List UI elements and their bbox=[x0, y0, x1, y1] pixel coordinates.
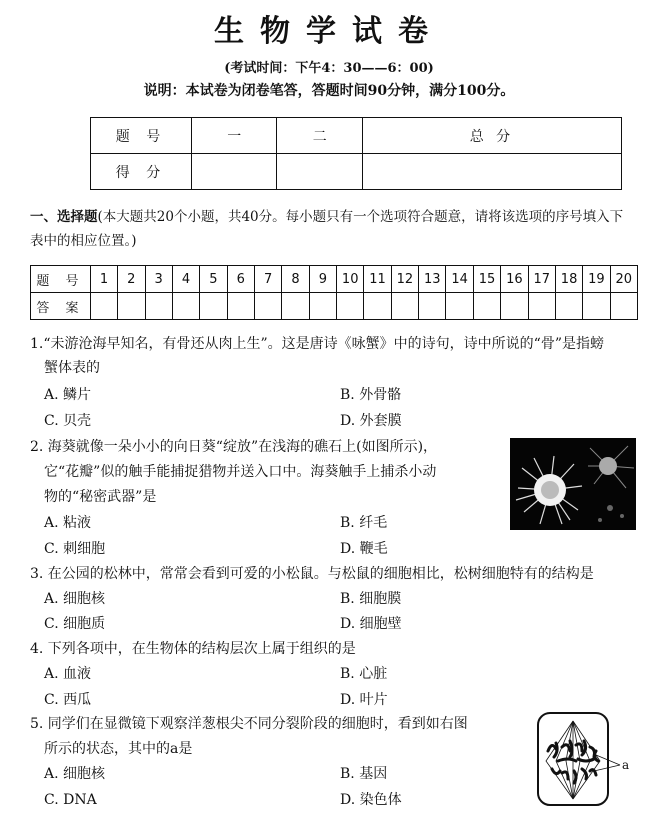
answer-cell-10[interactable] bbox=[337, 293, 364, 320]
fig-label-a: a bbox=[622, 758, 630, 772]
answer-number-2: 2 bbox=[118, 266, 145, 293]
score-header-part2: 二 bbox=[277, 118, 362, 154]
answer-number-16: 16 bbox=[501, 266, 528, 293]
q3-line1: 3. 在公园的松林中，常常会看到可爱的小松鼠。与松鼠的细胞相比，松树细胞特有的结构是 bbox=[30, 566, 594, 582]
q5-option-c: C. DNA bbox=[44, 792, 97, 808]
score-cell-part1[interactable] bbox=[192, 154, 277, 190]
answer-number-7: 7 bbox=[254, 266, 281, 293]
answer-number-9: 9 bbox=[309, 266, 336, 293]
answer-number-15: 15 bbox=[473, 266, 500, 293]
q1-option-b: B. 外骨骼 bbox=[340, 387, 402, 403]
answer-cell-9[interactable] bbox=[309, 293, 336, 320]
score-row-label: 得 分 bbox=[91, 154, 192, 190]
q5-option-b: B. 基因 bbox=[340, 766, 388, 782]
answer-cell-8[interactable] bbox=[282, 293, 309, 320]
q5-line1: 5. 同学们在显微镜下观察洋葱根尖不同分裂阶段的细胞时，看到如右图 bbox=[30, 716, 468, 732]
answer-cell-4[interactable] bbox=[172, 293, 199, 320]
score-header-part1: 一 bbox=[192, 118, 277, 154]
q4-line1: 4. 下列各项中，在生物体的结构层次上属于组织的是 bbox=[30, 641, 356, 657]
answer-cell-15[interactable] bbox=[473, 293, 500, 320]
answer-number-14: 14 bbox=[446, 266, 473, 293]
answer-cell-1[interactable] bbox=[90, 293, 117, 320]
q5-option-a: A. 细胞核 bbox=[44, 766, 106, 782]
q2-line3: 物的“秘密武器”是 bbox=[44, 489, 157, 505]
q4-option-d: D. 叶片 bbox=[340, 692, 388, 708]
section1-heading: 一、选择题 bbox=[30, 209, 98, 225]
q1-option-c: C. 贝壳 bbox=[44, 413, 92, 429]
answer-number-17: 17 bbox=[528, 266, 555, 293]
answer-cell-18[interactable] bbox=[555, 293, 582, 320]
answer-number-1: 1 bbox=[90, 266, 117, 293]
q3-option-c: C. 细胞质 bbox=[44, 616, 106, 632]
answer-number-20: 20 bbox=[610, 266, 637, 293]
dividing-cell-diagram bbox=[536, 711, 630, 807]
q1-line2: 蟹体表的 bbox=[44, 360, 100, 376]
q5-option-d: D. 染色体 bbox=[340, 792, 402, 808]
answer-number-3: 3 bbox=[145, 266, 172, 293]
answer-number-12: 12 bbox=[391, 266, 418, 293]
sea-anemone-photo bbox=[510, 438, 636, 530]
q2-option-a: A. 粘液 bbox=[44, 515, 92, 531]
q1-option-a: A. 鳞片 bbox=[44, 387, 92, 403]
answer-row-label: 答 案 bbox=[31, 293, 91, 320]
section1-desc: (本大题共20个小题，共40分。每小题只有一个选项符合题意，请将该选项的序号填入下表中的相应位置。) bbox=[30, 209, 624, 249]
answer-cell-11[interactable] bbox=[364, 293, 391, 320]
q2-option-b: B. 纤毛 bbox=[340, 515, 388, 531]
answer-number-18: 18 bbox=[555, 266, 582, 293]
answer-cell-3[interactable] bbox=[145, 293, 172, 320]
score-cell-part2[interactable] bbox=[277, 154, 362, 190]
answer-cell-13[interactable] bbox=[419, 293, 446, 320]
answer-cell-2[interactable] bbox=[118, 293, 145, 320]
q3-option-b: B. 细胞膜 bbox=[340, 591, 402, 607]
score-table bbox=[90, 117, 622, 190]
answer-number-label: 题 号 bbox=[31, 266, 91, 293]
section1-instructions bbox=[30, 205, 636, 253]
q2-option-c: C. 刺细胞 bbox=[44, 541, 106, 557]
answer-cell-12[interactable] bbox=[391, 293, 418, 320]
answer-cell-6[interactable] bbox=[227, 293, 254, 320]
score-header-label: 题 号 bbox=[91, 118, 192, 154]
answer-number-4: 4 bbox=[172, 266, 199, 293]
q1-option-d: D. 外套膜 bbox=[340, 413, 402, 429]
exam-note: 说明：本试卷为闭卷笔答，答题时间90分钟，满分100分。 bbox=[143, 83, 515, 99]
q2-line2: 它“花瓣”似的触手能捕捉猎物并送入口中。海葵触手上捕杀小动 bbox=[44, 464, 437, 480]
answer-cell-17[interactable] bbox=[528, 293, 555, 320]
answer-number-13: 13 bbox=[419, 266, 446, 293]
answer-number-19: 19 bbox=[583, 266, 610, 293]
answer-cell-7[interactable] bbox=[254, 293, 281, 320]
q2-option-d: D. 鞭毛 bbox=[340, 541, 388, 557]
answer-cell-19[interactable] bbox=[583, 293, 610, 320]
q3-option-d: D. 细胞壁 bbox=[340, 616, 402, 632]
q4-option-b: B. 心脏 bbox=[340, 666, 388, 682]
exam-title: 生物学试卷 bbox=[214, 14, 444, 49]
exam-time: (考试时间：下午4：30——6：00) bbox=[224, 61, 434, 76]
answer-number-6: 6 bbox=[227, 266, 254, 293]
answer-table bbox=[30, 265, 638, 320]
answer-number-10: 10 bbox=[337, 266, 364, 293]
answer-number-11: 11 bbox=[364, 266, 391, 293]
q3-option-a: A. 细胞核 bbox=[44, 591, 106, 607]
q4-option-c: C. 西瓜 bbox=[44, 692, 92, 708]
score-cell-total[interactable] bbox=[362, 154, 621, 190]
q5-line2: 所示的状态，其中的a是 bbox=[44, 741, 193, 757]
answer-number-5: 5 bbox=[200, 266, 227, 293]
answer-cell-14[interactable] bbox=[446, 293, 473, 320]
q2-line1: 2. 海葵就像一朵小小的向日葵“绽放”在浅海的礁石上(如图所示)， bbox=[30, 439, 438, 455]
score-header-total: 总 分 bbox=[362, 118, 621, 154]
answer-cell-5[interactable] bbox=[200, 293, 227, 320]
answer-cell-16[interactable] bbox=[501, 293, 528, 320]
answer-cell-20[interactable] bbox=[610, 293, 637, 320]
q1-line1: 1.“未游沧海早知名，有骨还从肉上生”。这是唐诗《咏蟹》中的诗句，诗中所说的“骨”是指螃 bbox=[30, 336, 604, 352]
answer-number-8: 8 bbox=[282, 266, 309, 293]
q4-option-a: A. 血液 bbox=[44, 666, 92, 682]
